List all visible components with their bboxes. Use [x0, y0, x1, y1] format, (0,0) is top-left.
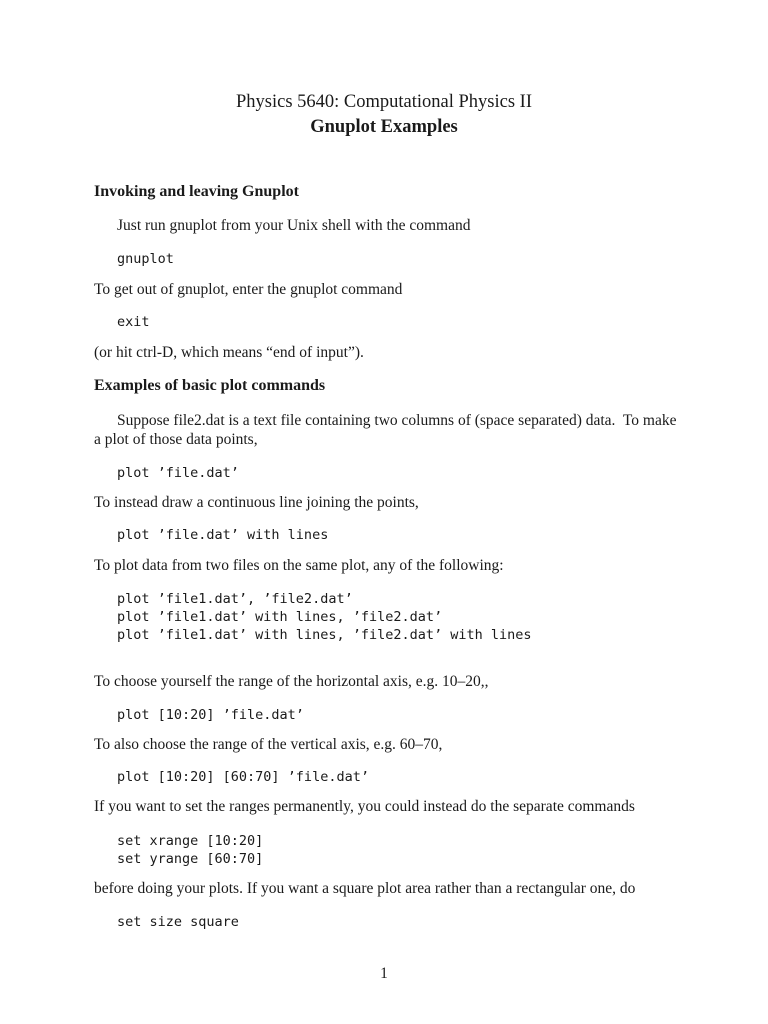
- paragraph: If you want to set the ranges permanently, you could instead do the separate commands: [94, 798, 635, 815]
- code-line: plot ’file1.dat’ with lines, ’file2.dat’ with lines: [117, 627, 532, 643]
- paragraph: To get out of gnuplot, enter the gnuplot command: [94, 281, 403, 298]
- section-heading-basic-plot: Examples of basic plot commands: [94, 377, 326, 394]
- paragraph: (or hit ctrl-D, which means “end of input”).: [94, 344, 364, 361]
- page-number: 1: [380, 965, 388, 982]
- code-line: plot ’file1.dat’, ’file2.dat’: [117, 591, 353, 607]
- paragraph-line: Suppose file2.dat is a text file containing two columns of (space separated) data. To make: [117, 412, 677, 429]
- course-title: Physics 5640: Computational Physics II: [236, 92, 532, 112]
- paragraph-line: a plot of those data points,: [94, 431, 258, 448]
- code-line: plot [10:20] ’file.dat’: [117, 707, 304, 723]
- code-line: plot ’file.dat’ with lines: [117, 527, 329, 543]
- paragraph: To choose yourself the range of the horizontal axis, e.g. 10–20,,: [94, 673, 489, 690]
- code-line: set yrange [60:70]: [117, 851, 264, 867]
- section-heading-invoking: Invoking and leaving Gnuplot: [94, 183, 299, 200]
- paragraph: To instead draw a continuous line joining the points,: [94, 494, 419, 511]
- paragraph: Just run gnuplot from your Unix shell with the command: [117, 217, 471, 234]
- code-line: exit: [117, 314, 150, 330]
- document-title: Gnuplot Examples: [310, 117, 458, 137]
- code-line: set xrange [10:20]: [117, 833, 264, 849]
- paragraph: To also choose the range of the vertical axis, e.g. 60–70,: [94, 736, 443, 753]
- paragraph: before doing your plots. If you want a square plot area rather than a rectangular one, do: [94, 880, 636, 897]
- code-line: gnuplot: [117, 251, 174, 267]
- code-line: plot ’file1.dat’ with lines, ’file2.dat’: [117, 609, 443, 625]
- code-line: plot [10:20] [60:70] ’file.dat’: [117, 769, 369, 785]
- paragraph: To plot data from two files on the same plot, any of the following:: [94, 557, 504, 574]
- code-line: set size square: [117, 914, 239, 930]
- code-line: plot ’file.dat’: [117, 465, 239, 481]
